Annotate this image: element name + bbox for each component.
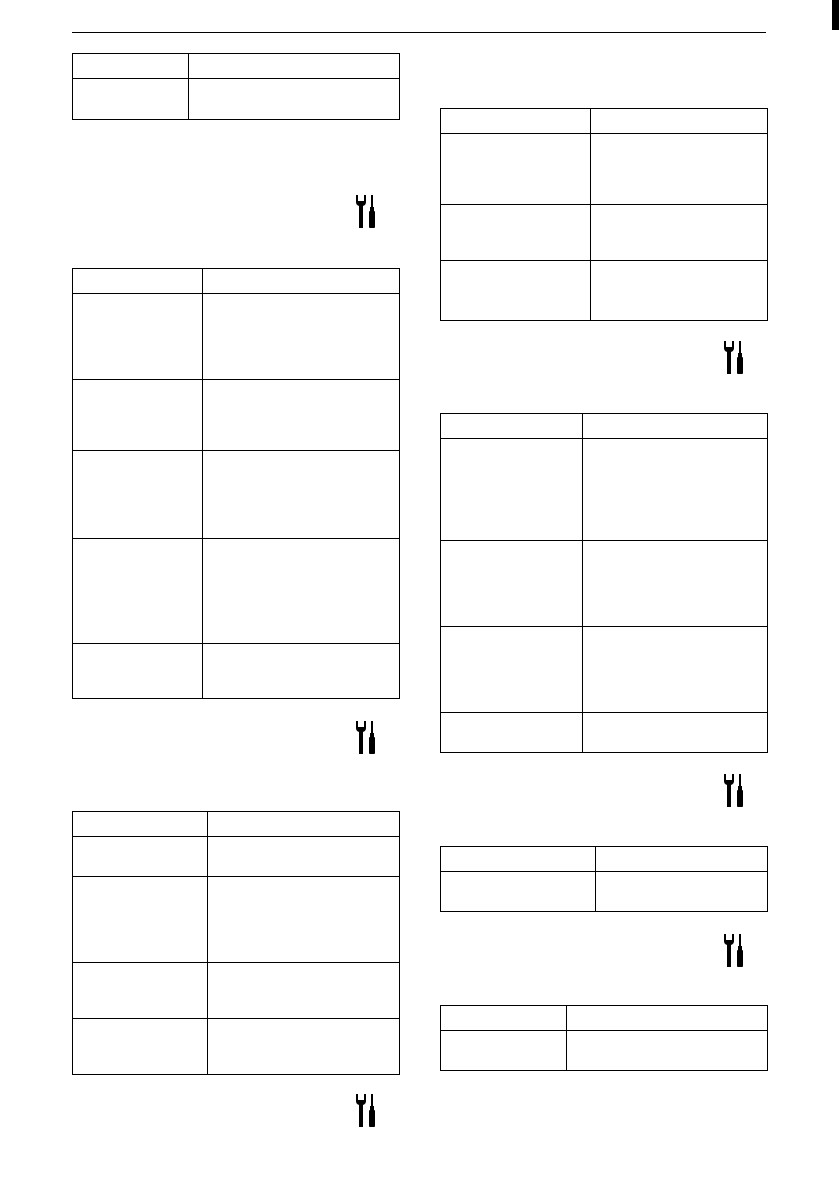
screwdriver-wrench-icon bbox=[353, 1093, 379, 1129]
table-row bbox=[73, 539, 400, 644]
table-header-row bbox=[441, 847, 768, 872]
table-row bbox=[441, 1031, 768, 1071]
table-header-row bbox=[441, 1006, 768, 1031]
table-1 bbox=[72, 53, 400, 120]
table-row bbox=[73, 1019, 400, 1075]
table-row bbox=[441, 872, 768, 912]
table-7 bbox=[440, 1005, 768, 1071]
screwdriver-wrench-icon bbox=[721, 773, 747, 809]
table-header-row bbox=[73, 269, 400, 294]
table-row bbox=[73, 877, 400, 963]
screwdriver-wrench-icon bbox=[721, 340, 747, 376]
header-rule bbox=[72, 32, 766, 33]
table-row bbox=[441, 205, 768, 261]
page-edge-tab bbox=[832, 0, 839, 30]
table-4 bbox=[440, 108, 768, 321]
table-row bbox=[441, 134, 768, 205]
screwdriver-wrench-icon bbox=[353, 720, 379, 756]
table-row bbox=[441, 713, 768, 753]
table-header-row bbox=[73, 812, 400, 837]
table-row bbox=[441, 627, 768, 713]
table-row bbox=[441, 439, 768, 541]
table-row bbox=[73, 451, 400, 539]
table-row bbox=[441, 261, 768, 321]
table-row bbox=[73, 963, 400, 1019]
screwdriver-wrench-icon bbox=[721, 933, 747, 969]
table-header-row bbox=[441, 414, 768, 439]
table-row bbox=[73, 837, 400, 877]
screwdriver-wrench-icon bbox=[353, 194, 379, 230]
table-6 bbox=[440, 846, 768, 912]
table-row bbox=[73, 380, 400, 451]
table-2 bbox=[72, 268, 400, 699]
table-header-row bbox=[73, 54, 400, 79]
table-header-row bbox=[441, 109, 768, 134]
table-row bbox=[73, 294, 400, 380]
table-row bbox=[73, 79, 400, 120]
table-row bbox=[441, 541, 768, 627]
table-5 bbox=[440, 413, 768, 753]
table-row bbox=[73, 644, 400, 699]
table-3 bbox=[72, 811, 400, 1075]
